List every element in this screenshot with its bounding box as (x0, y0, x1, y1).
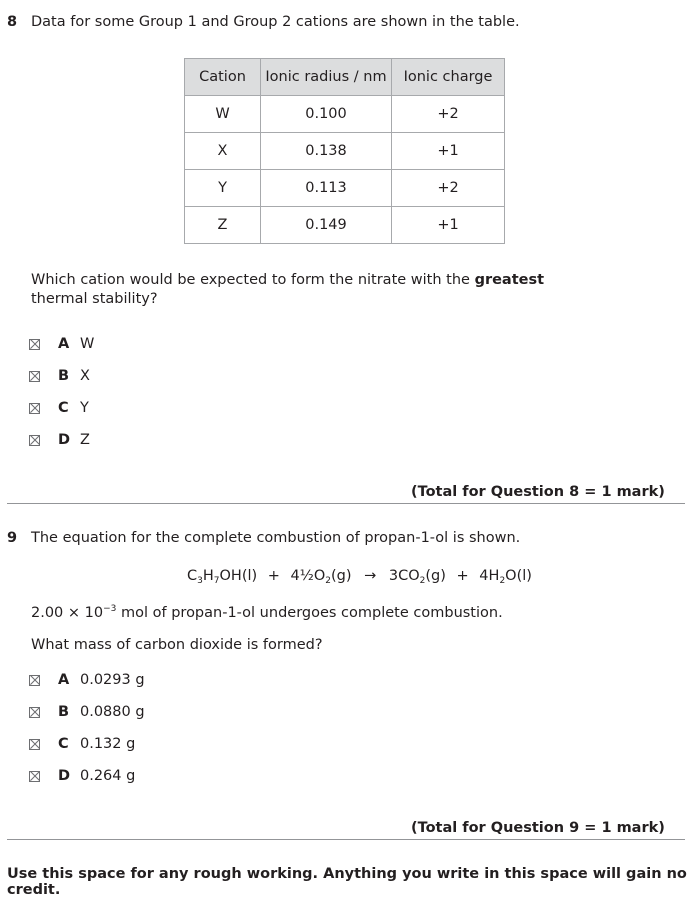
question-8-text (31, 271, 544, 309)
cell-radius: 0.100 (261, 96, 392, 133)
equation-reactant-1: $C_3H_7OH(l)$ (187, 568, 258, 586)
combustion-equation (187, 568, 532, 586)
cell-radius: 0.138 (261, 133, 392, 170)
cell-cation: X (185, 133, 261, 170)
q9-option-c[interactable] (29, 734, 135, 754)
q9-option-a[interactable] (29, 670, 145, 690)
answer-checkbox[interactable] (29, 739, 40, 750)
header-cation: Cation (185, 59, 261, 96)
question-8-text-part2: thermal stability? (31, 291, 158, 307)
cell-radius: 0.113 (261, 170, 392, 207)
option-letter: A (58, 336, 70, 352)
table-row (185, 170, 505, 207)
cell-charge: +1 (392, 133, 505, 170)
option-text: X (80, 368, 90, 384)
equation-reactant-2: $4\frac{1}{2}O_2(g)$ (290, 568, 352, 586)
question-8-text-part1: Which cation would be expected to form the nitrate with the (31, 272, 475, 288)
option-letter: B (58, 704, 70, 720)
rough-working-note: Use this space for any rough working. Anything you write in this space will gain no credit. (7, 866, 687, 898)
option-letter: D (58, 432, 71, 448)
reaction-arrow: → (364, 568, 377, 584)
q8-option-d[interactable] (29, 430, 90, 450)
question-8-number: 8 (7, 14, 18, 30)
q8-option-b[interactable] (29, 366, 90, 386)
answer-checkbox[interactable] (29, 707, 40, 718)
amount-exponent: −3 (103, 604, 117, 614)
answer-checkbox[interactable] (29, 435, 40, 446)
option-text: 0.0293 g (80, 672, 145, 688)
question-8-intro: Data for some Group 1 and Group 2 cations are shown in the table. (31, 14, 520, 30)
table-row (185, 96, 505, 133)
amount-statement (31, 604, 503, 621)
question-divider (7, 503, 685, 504)
q8-option-a[interactable] (29, 334, 94, 354)
answer-checkbox[interactable] (29, 371, 40, 382)
table-row (185, 133, 505, 170)
cation-data-table (184, 58, 505, 244)
question-9-total: (Total for Question 9 = 1 mark) (411, 820, 665, 836)
option-letter: A (58, 672, 70, 688)
cell-cation: Y (185, 170, 261, 207)
question-8-emphasis: greatest (474, 272, 545, 288)
option-text: 0.0880 g (80, 704, 145, 720)
option-text: Y (80, 400, 89, 416)
plus-sign: + (267, 568, 280, 584)
equation-product-1: $3CO_2(g)$ (388, 568, 446, 586)
option-text: Z (80, 432, 90, 448)
question-9-number: 9 (7, 530, 18, 546)
answer-checkbox[interactable] (29, 771, 40, 782)
cell-radius: 0.149 (261, 207, 392, 244)
cell-charge: +2 (392, 170, 505, 207)
answer-checkbox[interactable] (29, 403, 40, 414)
option-text: 0.132 g (80, 736, 136, 752)
equation-product-2: $4H_2O(l)$ (479, 568, 532, 586)
table-row (185, 207, 505, 244)
option-text: 0.264 g (80, 768, 136, 784)
question-8-total: (Total for Question 8 = 1 mark) (411, 484, 665, 500)
q9-option-b[interactable] (29, 702, 145, 722)
question-9-text: What mass of carbon dioxide is formed? (31, 637, 323, 653)
question-divider (7, 839, 685, 840)
cell-charge: +1 (392, 207, 505, 244)
question-9-intro: The equation for the complete combustion of propan-1-ol is shown. (31, 530, 521, 546)
q9-option-d[interactable] (29, 766, 135, 786)
cell-charge: +2 (392, 96, 505, 133)
plus-sign: + (456, 568, 469, 584)
option-letter: B (58, 368, 70, 384)
table-header-row (185, 59, 505, 96)
option-text: W (80, 336, 95, 352)
amount-text: mol of propan-1-ol undergoes complete combustion. (116, 605, 503, 621)
option-letter: C (58, 736, 69, 752)
header-ionic-radius: Ionic radius / nm (261, 59, 392, 96)
option-letter: C (58, 400, 69, 416)
cell-cation: W (185, 96, 261, 133)
answer-checkbox[interactable] (29, 339, 40, 350)
amount-value: 2.00 × 10 (31, 605, 104, 621)
answer-checkbox[interactable] (29, 675, 40, 686)
q8-option-c[interactable] (29, 398, 89, 418)
header-ionic-charge: Ionic charge (392, 59, 505, 96)
option-letter: D (58, 768, 71, 784)
cell-cation: Z (185, 207, 261, 244)
